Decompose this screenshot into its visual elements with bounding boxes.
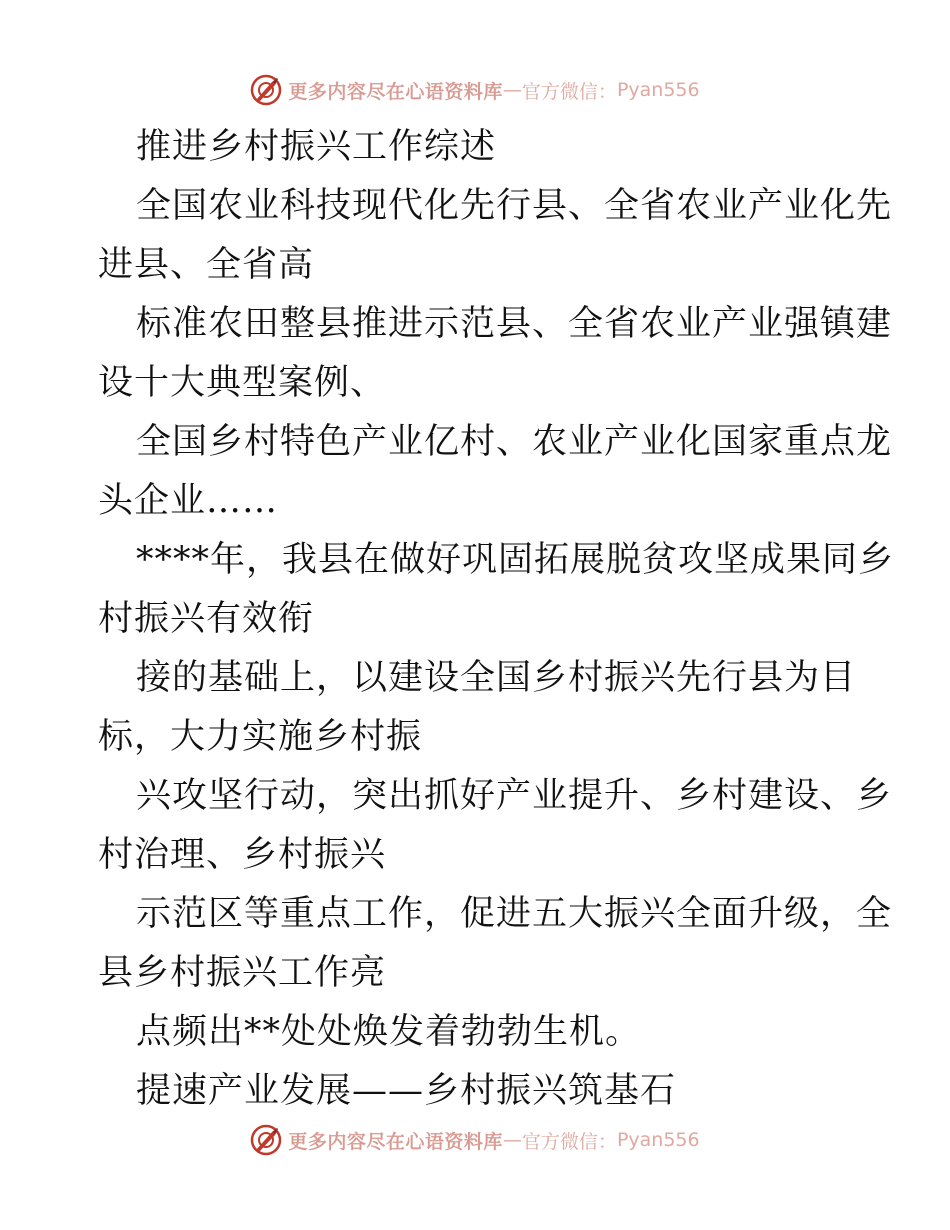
watermark-sub-text: 官方微信： bbox=[521, 1130, 617, 1153]
watermark-separator: — bbox=[502, 79, 522, 101]
document-line: 县乡村振兴工作亮 bbox=[98, 953, 387, 993]
watermark-sub-text: 官方微信： bbox=[521, 80, 617, 103]
watermark-wechat-id: Pyan556 bbox=[616, 79, 700, 101]
watermark-main-text: 更多内容尽在心语资料库 bbox=[288, 80, 503, 103]
watermark-logo-icon bbox=[250, 74, 282, 106]
footer-watermark bbox=[0, 1122, 950, 1158]
document-line: 设十大典型案例、 bbox=[98, 363, 387, 403]
watermark-main-text: 更多内容尽在心语资料库 bbox=[288, 1130, 503, 1153]
watermark-wechat-id: Pyan556 bbox=[616, 1129, 700, 1151]
document-line: 标准农田整县推进示范县、全省农业产业强镇建 bbox=[136, 304, 893, 344]
document-line: 推进乡村振兴工作综述 bbox=[136, 127, 497, 167]
document-line: 示范区等重点工作，促进五大振兴全面升级，全 bbox=[136, 894, 893, 934]
document-line: 点频出**处处焕发着勃勃生机。 bbox=[136, 1012, 642, 1052]
document-line: 进县、全省高 bbox=[98, 245, 315, 285]
document-line: 接的基础上，以建设全国乡村振兴先行县为目 bbox=[136, 658, 857, 698]
document-line: 提速产业发展——乡村振兴筑基石 bbox=[136, 1071, 677, 1111]
watermark-separator: — bbox=[502, 1129, 522, 1151]
document-line: 村治理、乡村振兴 bbox=[98, 835, 387, 875]
document-line: 头企业…… bbox=[98, 481, 279, 521]
document-line: 全国农业科技现代化先行县、全省农业产业化先 bbox=[136, 186, 893, 226]
document-line: 兴攻坚行动，突出抓好产业提升、乡村建设、乡 bbox=[136, 776, 893, 816]
document-body bbox=[98, 118, 895, 1121]
document-line: 标，大力实施乡村振 bbox=[98, 717, 423, 757]
watermark-logo-icon bbox=[250, 1124, 282, 1156]
document-line: 村振兴有效衔 bbox=[98, 599, 315, 639]
document-line: 全国乡村特色产业亿村、农业产业化国家重点龙 bbox=[136, 422, 893, 462]
header-watermark bbox=[0, 72, 950, 108]
document-line: ****年，我县在做好巩固拓展脱贫攻坚成果同乡 bbox=[136, 540, 895, 580]
